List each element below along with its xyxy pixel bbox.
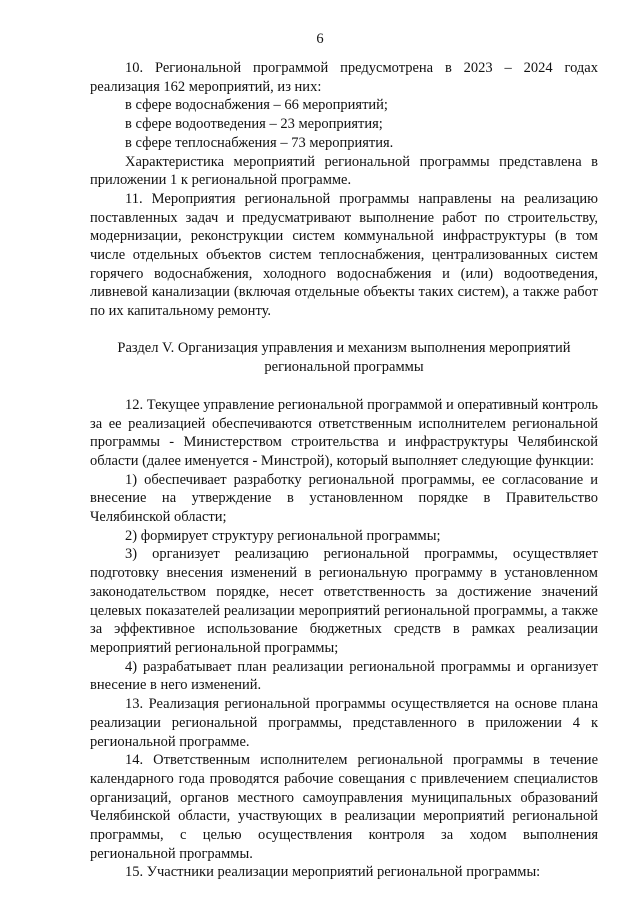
paragraph-12: 12. Текущее управление региональной программой и оперативный контроль за ее реализацией обеспечиваются ответственным исполнителем региональной программы - Министерством строительства и инфраструктуры Челябинской области (далее именуется - Минстрой), который выполняет следующие функции: <box>90 396 598 469</box>
function-item-1: 1) обеспечивает разработку региональной программы, ее согласование и внесение на утверждение в установленном порядке в Правительство Челябинской области; <box>90 471 598 526</box>
page-number: 6 <box>316 31 324 47</box>
list-item-water-disposal: в сфере водоотведения – 23 мероприятия; <box>125 116 383 133</box>
paragraph-13: 13. Реализация региональной программы осуществляется на основе плана реализации региональной программы, представленного в приложении 4 к региональной программе. <box>90 696 598 750</box>
paragraph-15: 15. Участники реализации мероприятий региональной программы: <box>125 864 541 881</box>
document-body <box>90 59 598 882</box>
function-item-3: 3) организует реализацию региональной программы, осуществляет подготовку внесения изменений в региональную программу в установленном законодательством порядке, несет ответственность за достижение значений целевых показателей реализации мероприятий региональной программы, а также за эффективное использование бюджетных средств в рамках реализации мероприятий региональной программы; <box>90 546 598 656</box>
section-title <box>90 339 598 377</box>
list-item-heat-supply: в сфере теплоснабжения – 73 мероприятия. <box>125 134 394 151</box>
function-item-4: 4) разрабатывает план реализации региональной программы и организует внесение в него изменений. <box>90 658 598 694</box>
paragraph-characteristic: Характеристика мероприятий региональной программы представлена в приложении 1 к региональной программе. <box>90 153 598 189</box>
list-item-water-supply: в сфере водоснабжения – 66 мероприятий; <box>125 97 388 114</box>
paragraph-10: 10. Региональной программой предусмотрена в 2023 – 2024 годах реализация 162 мероприятий, из них: <box>90 60 598 95</box>
function-item-2: 2) формирует структуру региональной программы; <box>125 527 441 544</box>
paragraph-11: 11. Мероприятия региональной программы направлены на реализацию поставленных задач и предусматривают выполнение работ по строительству, модернизации, реконструкции систем коммунальной инфраструктуры (в том числе отдельных объектов систем теплоснабжения, централизованных систем горячего водоснабжения, холодного водоснабжения и (или) водоотведения, ливневой канализации (включая отдельные объекты таких систем), а также работ по их капитальному ремонту. <box>90 190 598 320</box>
section-title-line-2: региональной программы <box>264 358 424 375</box>
section-title-line-1: Раздел V. Организация управления и механизм выполнения мероприятий <box>117 339 571 356</box>
paragraph-14: 14. Ответственным исполнителем региональной программы в течение календарного года проводятся рабочие совещания с привлечением специалистов организаций, органов местного самоуправления муниципальных образований Челябинской области, участвующих в реализации мероприятий региональной программы, с целью осуществления контроля за ходом выполнения региональной программы. <box>90 752 598 862</box>
